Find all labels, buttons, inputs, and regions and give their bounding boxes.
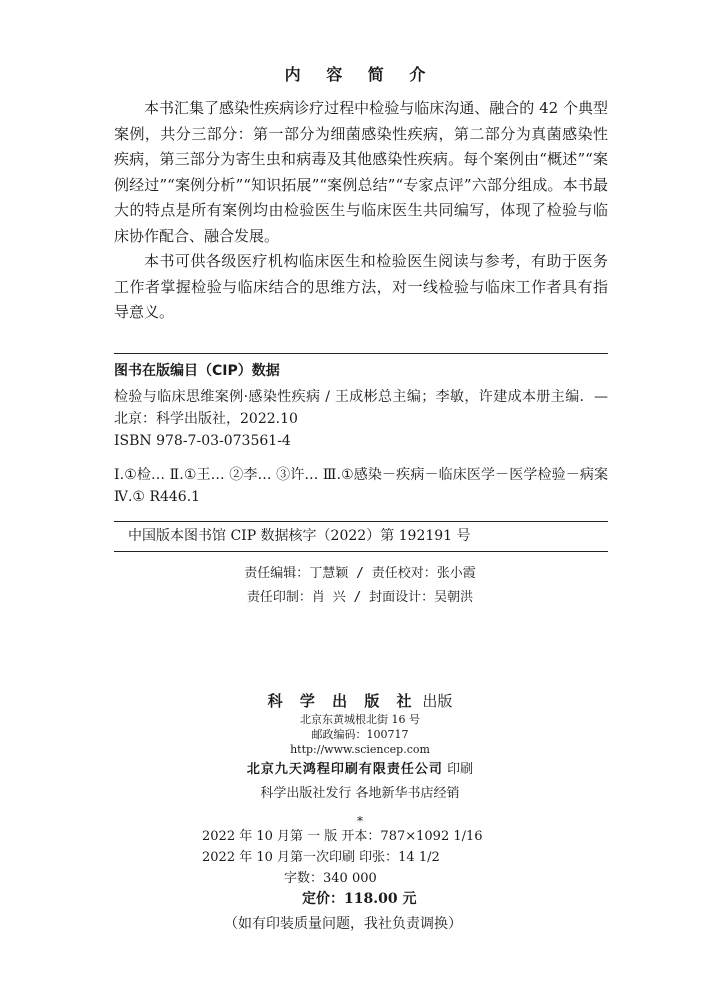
publisher-name: 科 学 出 版 社 (267, 692, 418, 710)
printer-line (0, 759, 720, 781)
intro-paragraph-2: 本书可供各级医疗机构临床医生和检验医生阅读与参考，有助于医务工作者掌握检验与临床结合的思维方法，对一线检验与临床工作者具有指导意义。 (114, 252, 608, 321)
cip-data-block (114, 386, 608, 508)
distribution-line: 科学出版社发行 各地新华书店经销 (260, 786, 460, 801)
staff-line-editors: 责任编辑：丁慧颖 / 责任校对：张小霞 (244, 566, 476, 581)
publisher-block (0, 690, 720, 827)
publisher-suffix: 出版 (417, 692, 453, 710)
publisher-postcode: 邮政编码：100717 (311, 728, 409, 741)
cip-gap (114, 452, 608, 464)
edition-line: 2022 年 10 月第 一 版 开本：787×1092 1/16 (202, 829, 483, 844)
publisher-address: 北京东黄城根北街 16 号 (300, 713, 420, 726)
staff-credits (0, 562, 720, 610)
staff-line-printing: 责任印制：肖 兴 / 封面设计：吴朝洪 (246, 590, 474, 605)
page-title: 内 容 简 介 (284, 65, 436, 84)
quality-notice: （如有印装质量问题，我社负责调换） (224, 916, 462, 932)
intro-paragraph-1: 本书汇集了感染性疾病诊疗过程中检验与临床沟通、融合的 42 个典型案例，共分三部分：第一部分为细菌感染性疾病，第二部分为真菌感染性疾病，第三部分为寄生虫和病毒及其他感染性疾病。每个案例由“概述”“案例经过”“案例分析”“知识拓展”“案例总结”“专家点评”六部分组成。本书最大的特点是所有案例均由检验医生与临床医生共同编写，体现了检验与临床协作配合、融合发展。 (114, 99, 608, 245)
cip-check-number: 中国版本图书馆 CIP 数据核字（2022）第 192191 号 (128, 528, 471, 544)
cip-isbn: ISBN 978-7-03-073561-4 (114, 433, 291, 449)
book-introduction (114, 96, 608, 326)
cip-record: 检验与临床思维案例·感染性疾病 / 王成彬总主编；李敏，许建成本册主编．—北京：科学出版社，2022.10 (114, 389, 608, 427)
publisher-url: http://www.sciencep.com (290, 743, 430, 756)
printer-suffix: 印刷 (442, 762, 474, 777)
cip-heading: 图书在版编目（CIP）数据 (114, 363, 280, 379)
printing-line: 2022 年 10 月第一次印刷 印张：14 1/2 (202, 850, 440, 865)
divider-top (114, 353, 608, 354)
print-specs (202, 826, 602, 935)
separator-star: * (357, 814, 363, 828)
divider-bottom (114, 551, 608, 552)
publisher-line (0, 690, 720, 712)
printer-name: 北京九天鸿程印刷有限责任公司 (246, 762, 443, 777)
price: 定价：118.00 元 (302, 891, 417, 907)
cip-subjects: Ⅰ.①检… Ⅱ.①王… ②李… ③许… Ⅲ.①感染－疾病－临床医学－医学检验－病案 Ⅳ.① R446.1 (114, 467, 608, 505)
word-count: 字数：340 000 (284, 871, 377, 886)
divider-middle (114, 521, 608, 522)
